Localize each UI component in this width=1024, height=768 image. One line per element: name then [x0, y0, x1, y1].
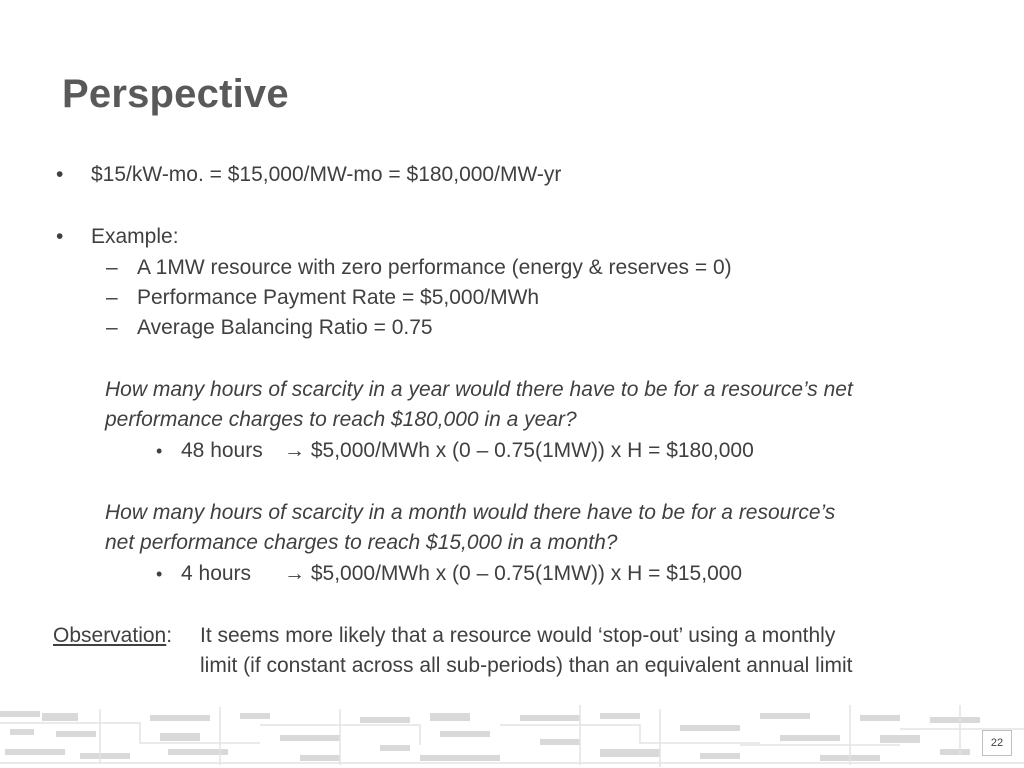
dash-bullet: –: [106, 256, 118, 279]
dash-bullet: –: [106, 316, 118, 339]
bullet-dot: •: [156, 441, 163, 461]
bullet-dot: •: [56, 163, 64, 186]
observation-line2: limit (if constant across all sub-periods) than an equivalent annual limit: [200, 654, 853, 677]
conversion-text: $15/kW-mo. = $15,000/MW-mo = $180,000/MW-yr: [91, 163, 562, 186]
page-number: 22: [982, 730, 1012, 756]
observation-colon: :: [166, 624, 173, 647]
question-year-line1: How many hours of scarcity in a year would there have to be for a resource’s net: [105, 378, 853, 401]
observation-label: Observation: [53, 624, 167, 647]
example-item: Average Balancing Ratio = 0.75: [137, 316, 433, 339]
answer-year-calc: → $5,000/MWh x (0 – 0.75(1MW)) x H = $180,000: [284, 439, 754, 462]
question-month-line2: net performance charges to reach $15,000 in a month?: [105, 531, 618, 554]
example-item: Performance Payment Rate = $5,000/MWh: [137, 286, 540, 309]
circuit-pattern-footer: [0, 705, 1024, 768]
observation-label-wrap: [53, 621, 172, 651]
example-item: A 1MW resource with zero performance (energy & reserves = 0): [137, 256, 732, 279]
bullet-dot: •: [56, 225, 64, 248]
answer-month-hours: 4 hours: [181, 562, 252, 585]
answer-year-hours: 48 hours: [181, 439, 263, 462]
dash-bullet: –: [106, 286, 118, 309]
slide-title: Perspective: [62, 72, 289, 116]
question-month-line1: How many hours of scarcity in a month would there have to be for a resource’s: [105, 501, 836, 524]
example-heading: Example:: [91, 225, 179, 248]
answer-month-calc: → $5,000/MWh x (0 – 0.75(1MW)) x H = $15,000: [284, 562, 743, 585]
observation-line1: It seems more likely that a resource would ‘stop-out’ using a monthly: [200, 624, 836, 647]
question-year-line2: performance charges to reach $180,000 in a year?: [105, 408, 577, 431]
bullet-dot: •: [156, 564, 163, 584]
